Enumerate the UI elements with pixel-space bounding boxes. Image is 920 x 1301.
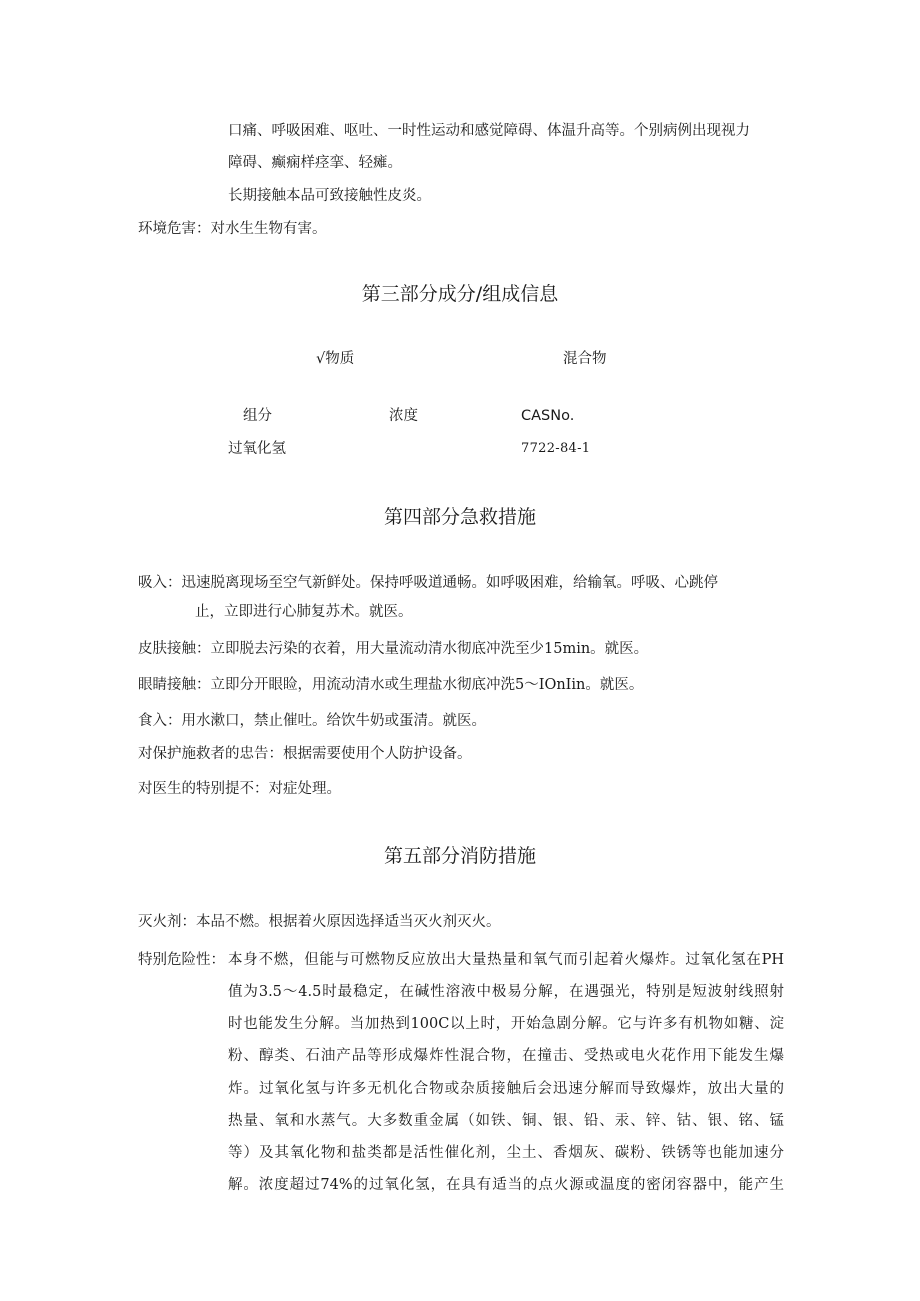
section-4-title: 第四部分急救措施 <box>383 506 536 528</box>
section-3-title: 第三部分成分/组成信息 <box>361 283 559 305</box>
section-5-title: 第五部分消防措施 <box>383 845 536 867</box>
hazard-line: 炸。过氧化氢与许多无机化合物或杂质接触后会迅速分解而导致爆炸，放出大量的 <box>228 1081 784 1097</box>
symptom-line-2: 障碍、癫痫样痉挛、轻瘫。 <box>228 155 402 171</box>
hazard-line: 热量、氧和水蒸气。大多数重金属（如铁、铜、银、铅、汞、锌、钴、银、铭、锰 <box>228 1113 784 1129</box>
column-header-concentration: 浓度 <box>389 408 418 424</box>
table-cell-component: 过氧化氢 <box>228 441 286 457</box>
inhalation-line-2: 止，立即进行心肺复苏术。就医。 <box>195 604 413 620</box>
ingestion-text: 食入：用水漱口，禁止催吐。给饮牛奶或蛋清。就医。 <box>138 713 486 729</box>
hazard-line: 粉、醇类、石油产品等形成爆炸性混合物，在撞击、受热或电火花作用下能发生爆 <box>228 1048 784 1064</box>
column-header-component: 组分 <box>243 408 272 424</box>
special-hazard-label: 特别危险性： <box>138 952 225 968</box>
column-header-cas: CASNo. <box>521 408 575 424</box>
chronic-exposure-text: 长期接触本品可致接触性皮炎。 <box>228 188 431 204</box>
skin-contact-text: 皮肤接触：立即脱去污染的衣着，用大量流动清水彻底冲洗至少15min。就医。 <box>138 641 649 657</box>
hazard-line: 时也能发生分解。当加热到100C以上时，开始急剧分解。它与许多有机物如糖、淀 <box>228 1016 784 1032</box>
extinguishing-media-text: 灭火剂：本品不燃。根据着火原因选择适当灭火剂灭火。 <box>138 914 501 930</box>
hazard-line: 解。浓度超过74%的过氧化氢，在具有适当的点火源或温度的密闭容器中，能产生 <box>228 1177 784 1193</box>
hazard-line: 值为3.5～4.5时最稳定，在碱性溶液中极易分解，在遇强光，特别是短波射线照射 <box>228 984 784 1000</box>
environmental-hazard-text: 环境危害：对水生生物有害。 <box>138 221 327 237</box>
inhalation-line-1: 吸入：迅速脱离现场至空气新鲜处。保持呼吸道通畅。如呼吸困难，给输氧。呼吸、心跳停 <box>138 575 718 591</box>
hazard-line: 等）及其氧化物和盐类都是活性催化剂，尘土、香烟灰、碳粉、铁锈等也能加速分 <box>228 1145 784 1161</box>
symptom-line-1: 口痛、呼吸困难、呕吐、一时性运动和感觉障碍、体温升高等。个别病例出现视力 <box>228 123 750 139</box>
hazard-line: 本身不燃，但能与可燃物反应放出大量热量和氧气而引起着火爆炸。过氧化氢在PH <box>228 952 784 968</box>
mixture-option: 混合物 <box>563 351 607 367</box>
table-cell-cas: 7722-84-1 <box>521 441 591 456</box>
eye-contact-text: 眼睛接触：立即分开眼睑，用流动清水或生理盐水彻底冲洗5～IOnIin。就医。 <box>138 677 644 693</box>
rescuer-advice-text: 对保护施救者的忠告：根据需要使用个人防护设备。 <box>138 746 472 762</box>
substance-option: √物质 <box>316 351 355 367</box>
doctor-note-text: 对医生的特别提不：对症处理。 <box>138 781 341 797</box>
